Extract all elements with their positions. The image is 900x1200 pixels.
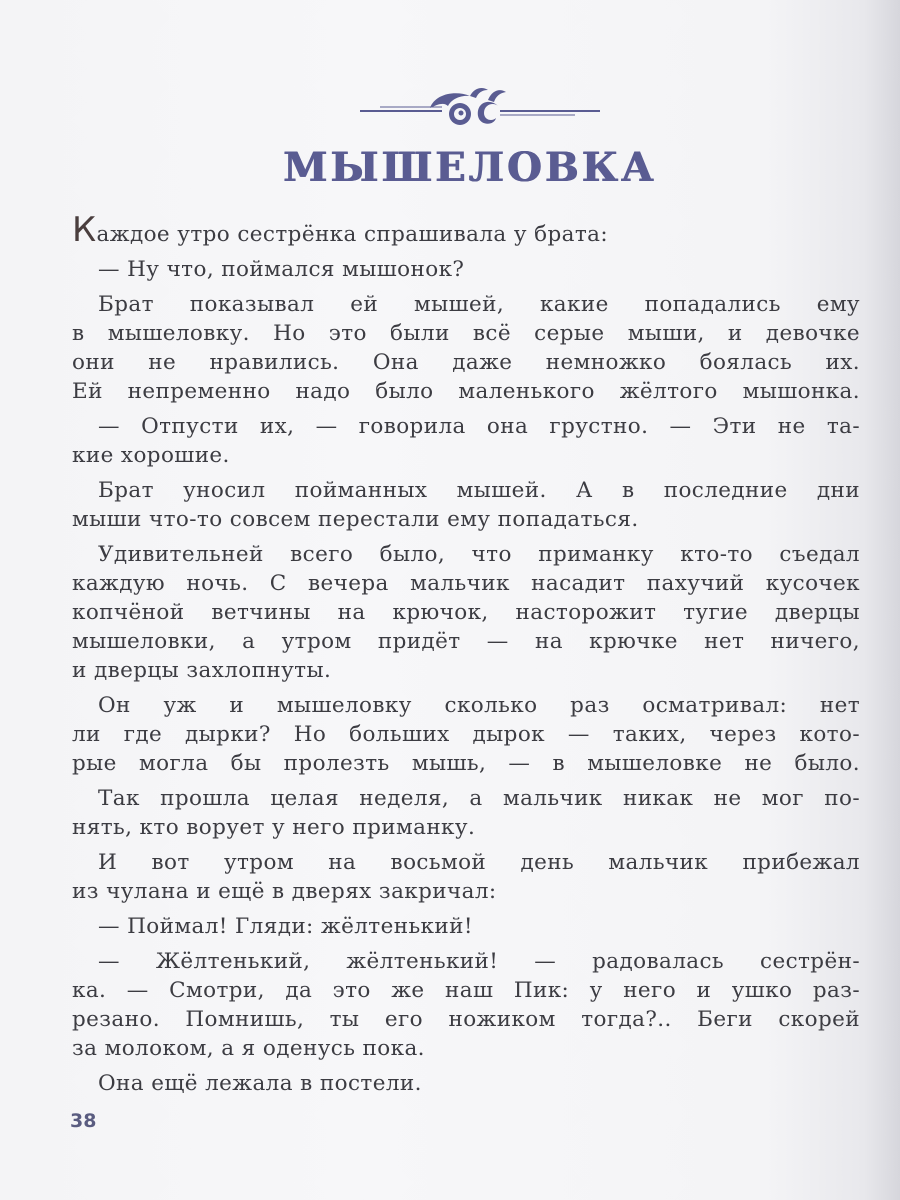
text-line: за молоком, а я оденусь пока. bbox=[72, 1036, 425, 1061]
text-line: Она ещё лежала в постели. bbox=[98, 1071, 422, 1096]
text-line: Удивительней всего было, что приманку кто-то съедал bbox=[98, 542, 860, 567]
text-line: Так прошла целая неделя, а мальчик никак не мог по- bbox=[98, 786, 860, 811]
text-line: Брат показывал ей мышей, какие попадались ему bbox=[98, 292, 860, 317]
text-line: резано. Помнишь, ты его ножиком тогда?.. Беги скорей bbox=[72, 1007, 860, 1032]
text-line: мыши что-то совсем перестали ему попадаться. bbox=[72, 507, 639, 532]
text-line: — Поймал! Гляди: жёлтенький! bbox=[98, 914, 473, 939]
text-line: — Отпусти их, — говорила она грустно. — Эти не та- bbox=[98, 414, 860, 439]
text-line: копчёной ветчины на крючок, насторожит тугие дверцы bbox=[72, 600, 860, 625]
text-line: кие хорошие. bbox=[72, 443, 230, 468]
text-line: каждую ночь. С вечера мальчик насадит пахучий кусочек bbox=[72, 571, 860, 596]
text-line: И вот утром на восьмой день мальчик прибежал bbox=[98, 850, 860, 875]
text-line: они не нравились. Она даже немножко боялась их. bbox=[72, 350, 860, 375]
text-line: Он уж и мышеловку сколько раз осматривал: нет bbox=[98, 693, 860, 718]
text-line: и дверцы захлопнуты. bbox=[72, 658, 332, 683]
text-line bbox=[72, 210, 860, 250]
text-line: в мышеловку. Но это были всё серые мыши, и девочке bbox=[72, 321, 860, 346]
text-line: нять, кто ворует у него приманку. bbox=[72, 815, 476, 840]
text-line: ли где дырки? Но больших дырок — таких, через кото- bbox=[72, 722, 860, 747]
text-line: рые могла бы пролезть мышь, — в мышеловке не было. bbox=[72, 751, 860, 776]
drop-cap: К bbox=[72, 210, 97, 250]
page-number: 38 bbox=[70, 1110, 97, 1132]
text-line: Ей непременно надо было маленького жёлтого мышонка. bbox=[72, 379, 860, 404]
story-text bbox=[72, 210, 860, 1098]
scroll-flourish-icon bbox=[360, 80, 600, 130]
text-line: — Жёлтенький, жёлтенький! — радовалась сестрён- bbox=[98, 949, 860, 974]
text-line: мышеловки, а утром придёт — на крючке нет ничего, bbox=[72, 629, 860, 654]
text-line: — Ну что, поймался мышонок? bbox=[98, 257, 465, 282]
text-line: Брат уносил пойманных мышей. А в последние дни bbox=[98, 478, 860, 503]
text-line: ка. — Смотри, да это же наш Пик: у него и ушко раз- bbox=[72, 978, 860, 1003]
text-line: из чулана и ещё в дверях закричал: bbox=[72, 879, 497, 904]
text-line-content: аждое утро сестрёнка спрашивала у брата: bbox=[96, 222, 609, 247]
page-title: МЫШЕЛОВКА bbox=[283, 144, 657, 191]
